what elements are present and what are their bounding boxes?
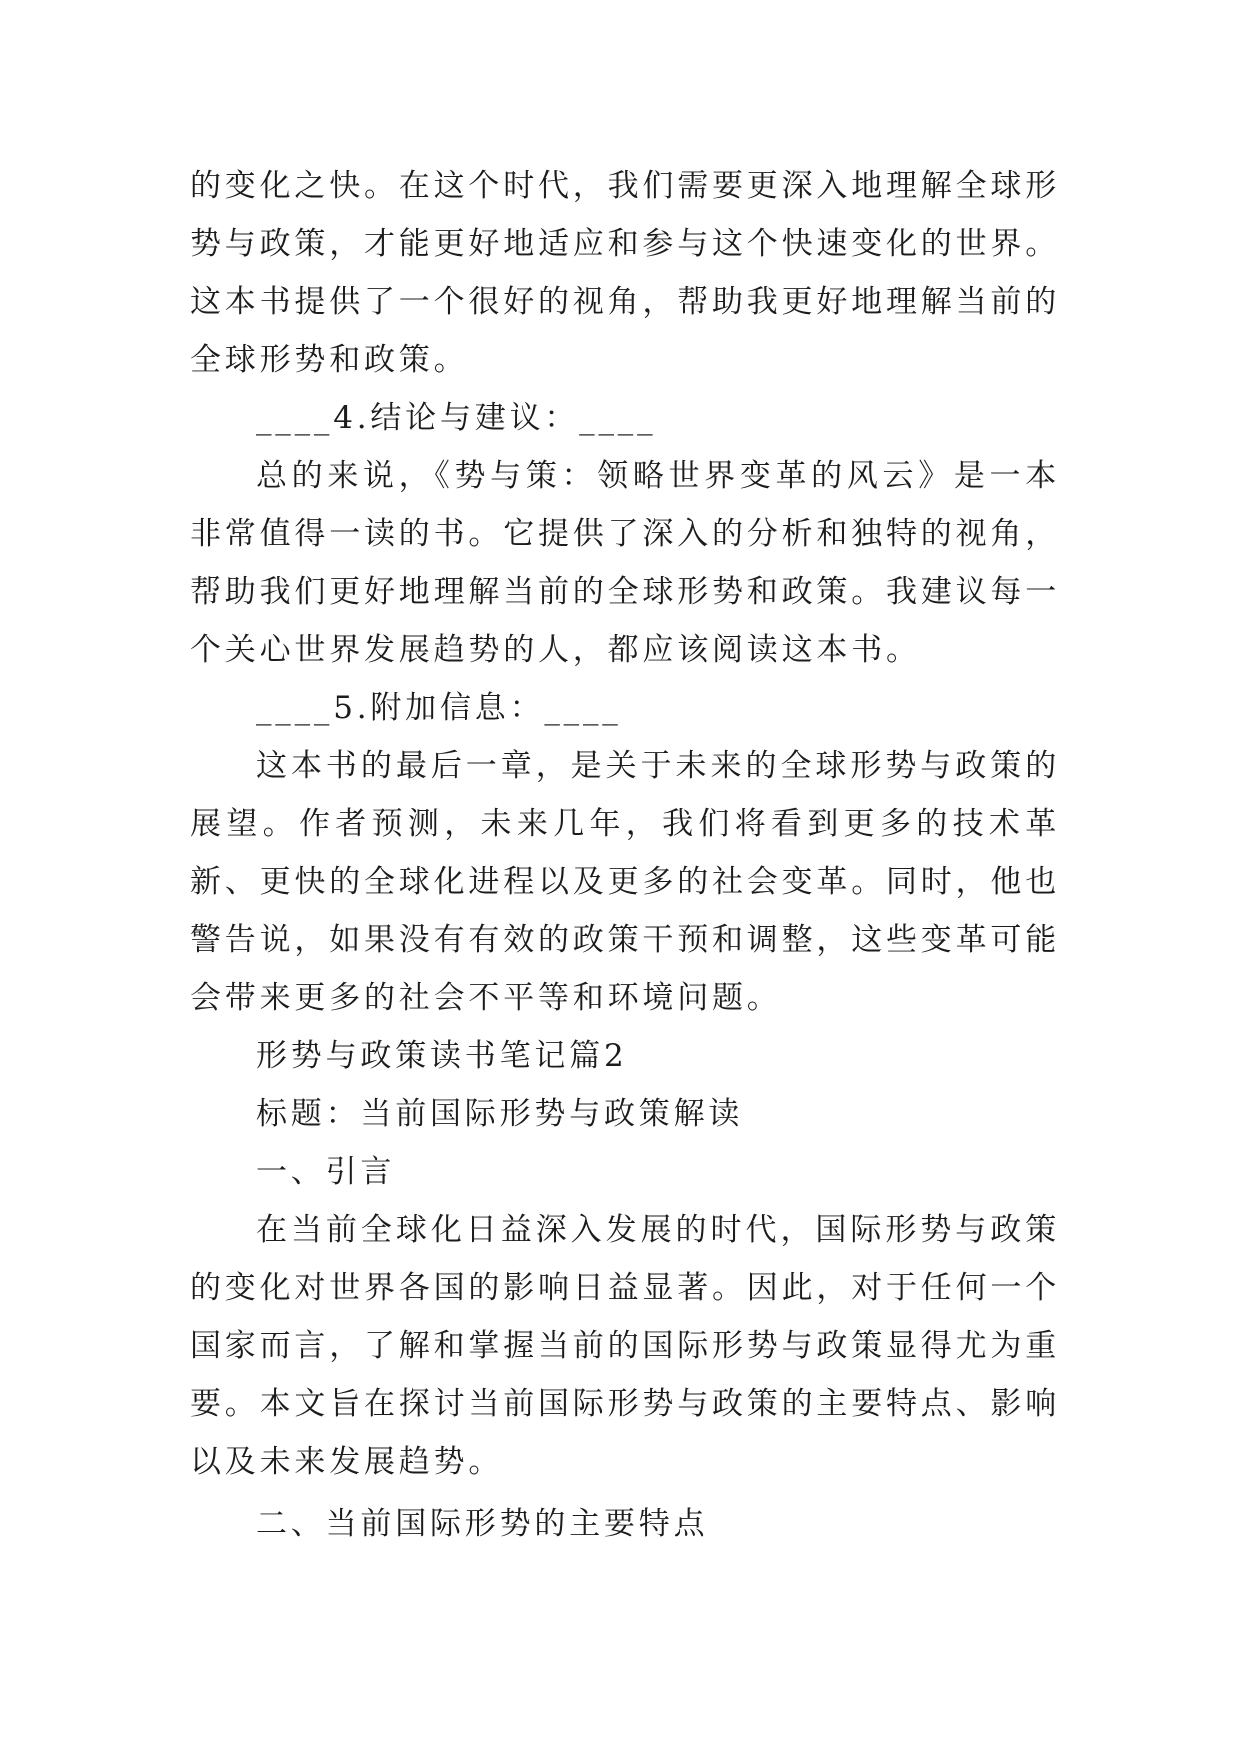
document-body bbox=[190, 157, 1060, 1553]
section-heading-conclusion: ____4.结论与建议：____ bbox=[256, 400, 657, 436]
paragraph-additional-info: 这本书的最后一章，是关于未来的全球形势与政策的展望。作者预测，未来几年，我们将看到更多的技术革新、更快的全球化进程以及更多的社会变革。同时，他也警告说，如果没有有效的政策干预和调整，这些变革可能会带来更多的社会不平等和环境问题。 bbox=[190, 748, 1060, 1016]
section-heading-introduction: 一、引言 bbox=[256, 1154, 396, 1190]
article-title: 形势与政策读书笔记篇2 bbox=[256, 1038, 628, 1074]
section-heading-additional-info: ____5.附加信息：____ bbox=[256, 690, 622, 726]
paragraph-conclusion: 总的来说，《势与策：领略世界变革的风云》是一本非常值得一读的书。它提供了深入的分析和独特的视角，帮助我们更好地理解当前的全球形势和政策。我建议每一个关心世界发展趋势的人，都应该阅读这本书。 bbox=[190, 458, 1060, 668]
section-heading-features: 二、当前国际形势的主要特点 bbox=[256, 1506, 709, 1542]
paragraph-continuation: 的变化之快。在这个时代，我们需要更深入地理解全球形势与政策，才能更好地适应和参与这个快速变化的世界。这本书提供了一个很好的视角，帮助我更好地理解当前的全球形势和政策。 bbox=[190, 168, 1060, 378]
paragraph-introduction: 在当前全球化日益深入发展的时代，国际形势与政策的变化对世界各国的影响日益显著。因此，对于任何一个国家而言，了解和掌握当前的国际形势与政策显得尤为重要。本文旨在探讨当前国际形势与政策的主要特点、影响以及未来发展趋势。 bbox=[190, 1212, 1060, 1480]
article-subtitle: 标题：当前国际形势与政策解读 bbox=[256, 1096, 744, 1132]
